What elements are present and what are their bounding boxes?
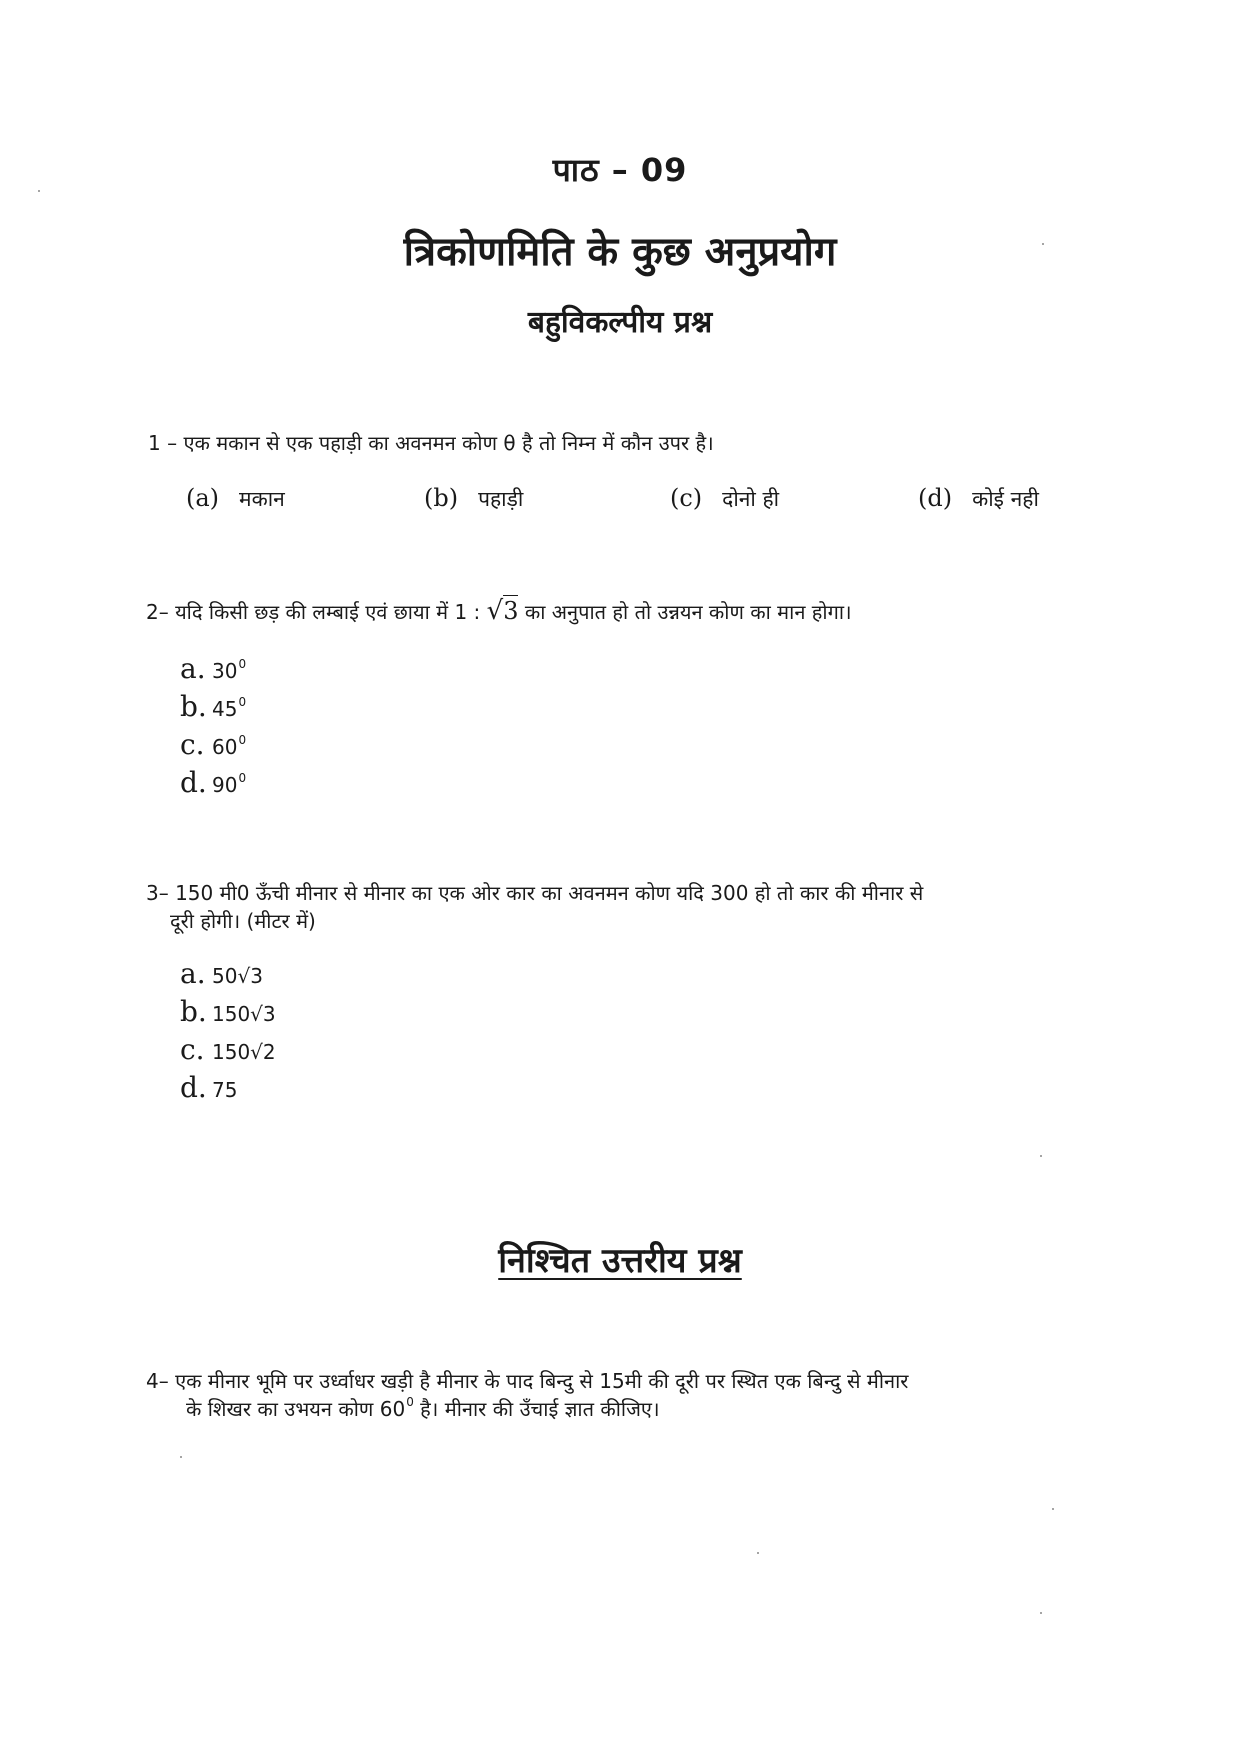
question-1-text: 1 – एक मकान से एक पहाड़ी का अवनमन कोण θ है तो निम्न में कौन उपर है।: [148, 431, 714, 455]
scan-speck: [38, 190, 40, 192]
option-letter: a.: [180, 652, 206, 685]
degree-symbol: 0: [238, 695, 247, 709]
question-4-line-1: 4– एक मीनार भूमि पर उर्ध्वाधर खड़ी है मीनार के पाद बिन्दु से 15मी की दूरी पर स्थित एक बिन्दु से मीनार: [146, 1369, 909, 1393]
option-value: 60: [212, 735, 238, 759]
option-value: 150√3: [212, 1002, 276, 1026]
option-letter: b.: [180, 690, 207, 723]
sqrt-symbol: √: [486, 596, 504, 626]
degree-symbol: 0: [238, 657, 247, 671]
option-value: 30: [212, 659, 238, 683]
section-heading-short-answer: [0, 1236, 1240, 1282]
option-letter: (c): [670, 484, 703, 512]
scan-speck: [1040, 1612, 1042, 1614]
question-1-options: [186, 484, 1116, 518]
degree-symbol: 0: [238, 771, 247, 785]
section-heading-mcq: बहुविकल्पीय प्रश्न: [527, 305, 713, 340]
question-2-text-after: का अनुपात हो तो उन्नयन कोण का मान होगा।: [518, 600, 852, 624]
option-value: 45: [212, 697, 238, 721]
chapter-title: त्रिकोणमिति के कुछ अनुप्रयोग: [403, 229, 837, 275]
sqrt-radicand: 3: [503, 597, 519, 625]
scan-speck: [1040, 1155, 1042, 1157]
question-3-line-1: 3– 150 मी0 ऊँची मीनार से मीनार का एक ओर कार का अवनमन कोण यदि 300 हो तो कार की मीनार से: [146, 881, 924, 905]
question-3-option-a: [180, 955, 276, 993]
option-text: पहाड़ी: [478, 487, 524, 511]
option-value: 150√2: [212, 1040, 276, 1064]
degree-symbol: 0: [406, 1395, 414, 1409]
question-3-options: [180, 955, 276, 1107]
question-1-option-c: [670, 484, 779, 513]
scan-speck: [757, 1552, 759, 1554]
option-letter: c.: [180, 1033, 205, 1066]
question-2-option-a: [180, 650, 246, 688]
question-3-option-b: [180, 993, 276, 1031]
question-4-line-2-after: है। मीनार की उँचाई ज्ञात कीजिए।: [413, 1397, 660, 1421]
question-3-option-c: [180, 1031, 276, 1069]
question-1-option-d: [918, 484, 1039, 513]
scan-speck: [1042, 243, 1044, 245]
question-2-option-c: [180, 726, 246, 764]
option-text: मकान: [239, 487, 285, 511]
question-4-line-2-before: के शिखर का उभयन कोण 60: [186, 1397, 406, 1421]
question-1-option-b: [424, 484, 523, 513]
chapter-number: पाठ – 09: [552, 151, 688, 189]
question-2-options: [180, 650, 246, 802]
option-letter: d.: [180, 1071, 207, 1104]
question-2-text: [146, 596, 1136, 627]
degree-symbol: 0: [238, 733, 247, 747]
section-heading-text: निश्चित उत्तरीय प्रश्न: [498, 1241, 742, 1281]
question-2-text-before: 2– यदि किसी छड़ की लम्बाई एवं छाया में 1 :: [146, 600, 487, 624]
option-letter: (a): [186, 484, 220, 512]
option-text: दोनो ही: [722, 487, 780, 511]
question-2-option-d: [180, 764, 246, 802]
question-4-line-2: [186, 1394, 1086, 1427]
question-2-option-b: [180, 688, 246, 726]
scan-speck: [180, 1456, 182, 1458]
option-letter: d.: [180, 766, 207, 799]
question-1-option-a: [186, 484, 285, 513]
option-letter: b.: [180, 995, 207, 1028]
option-value: 50√3: [212, 964, 263, 988]
option-value: 90: [212, 773, 238, 797]
option-value: 75: [212, 1078, 238, 1102]
scan-speck: [1052, 1508, 1054, 1510]
question-3-option-d: [180, 1069, 276, 1107]
option-letter: (d): [918, 484, 953, 512]
option-letter: c.: [180, 728, 205, 761]
option-letter: a.: [180, 957, 206, 990]
question-3-line-2: दूरी होगी। (मीटर में): [170, 909, 316, 933]
option-text: कोई नही: [972, 487, 1039, 511]
option-letter: (b): [424, 484, 459, 512]
